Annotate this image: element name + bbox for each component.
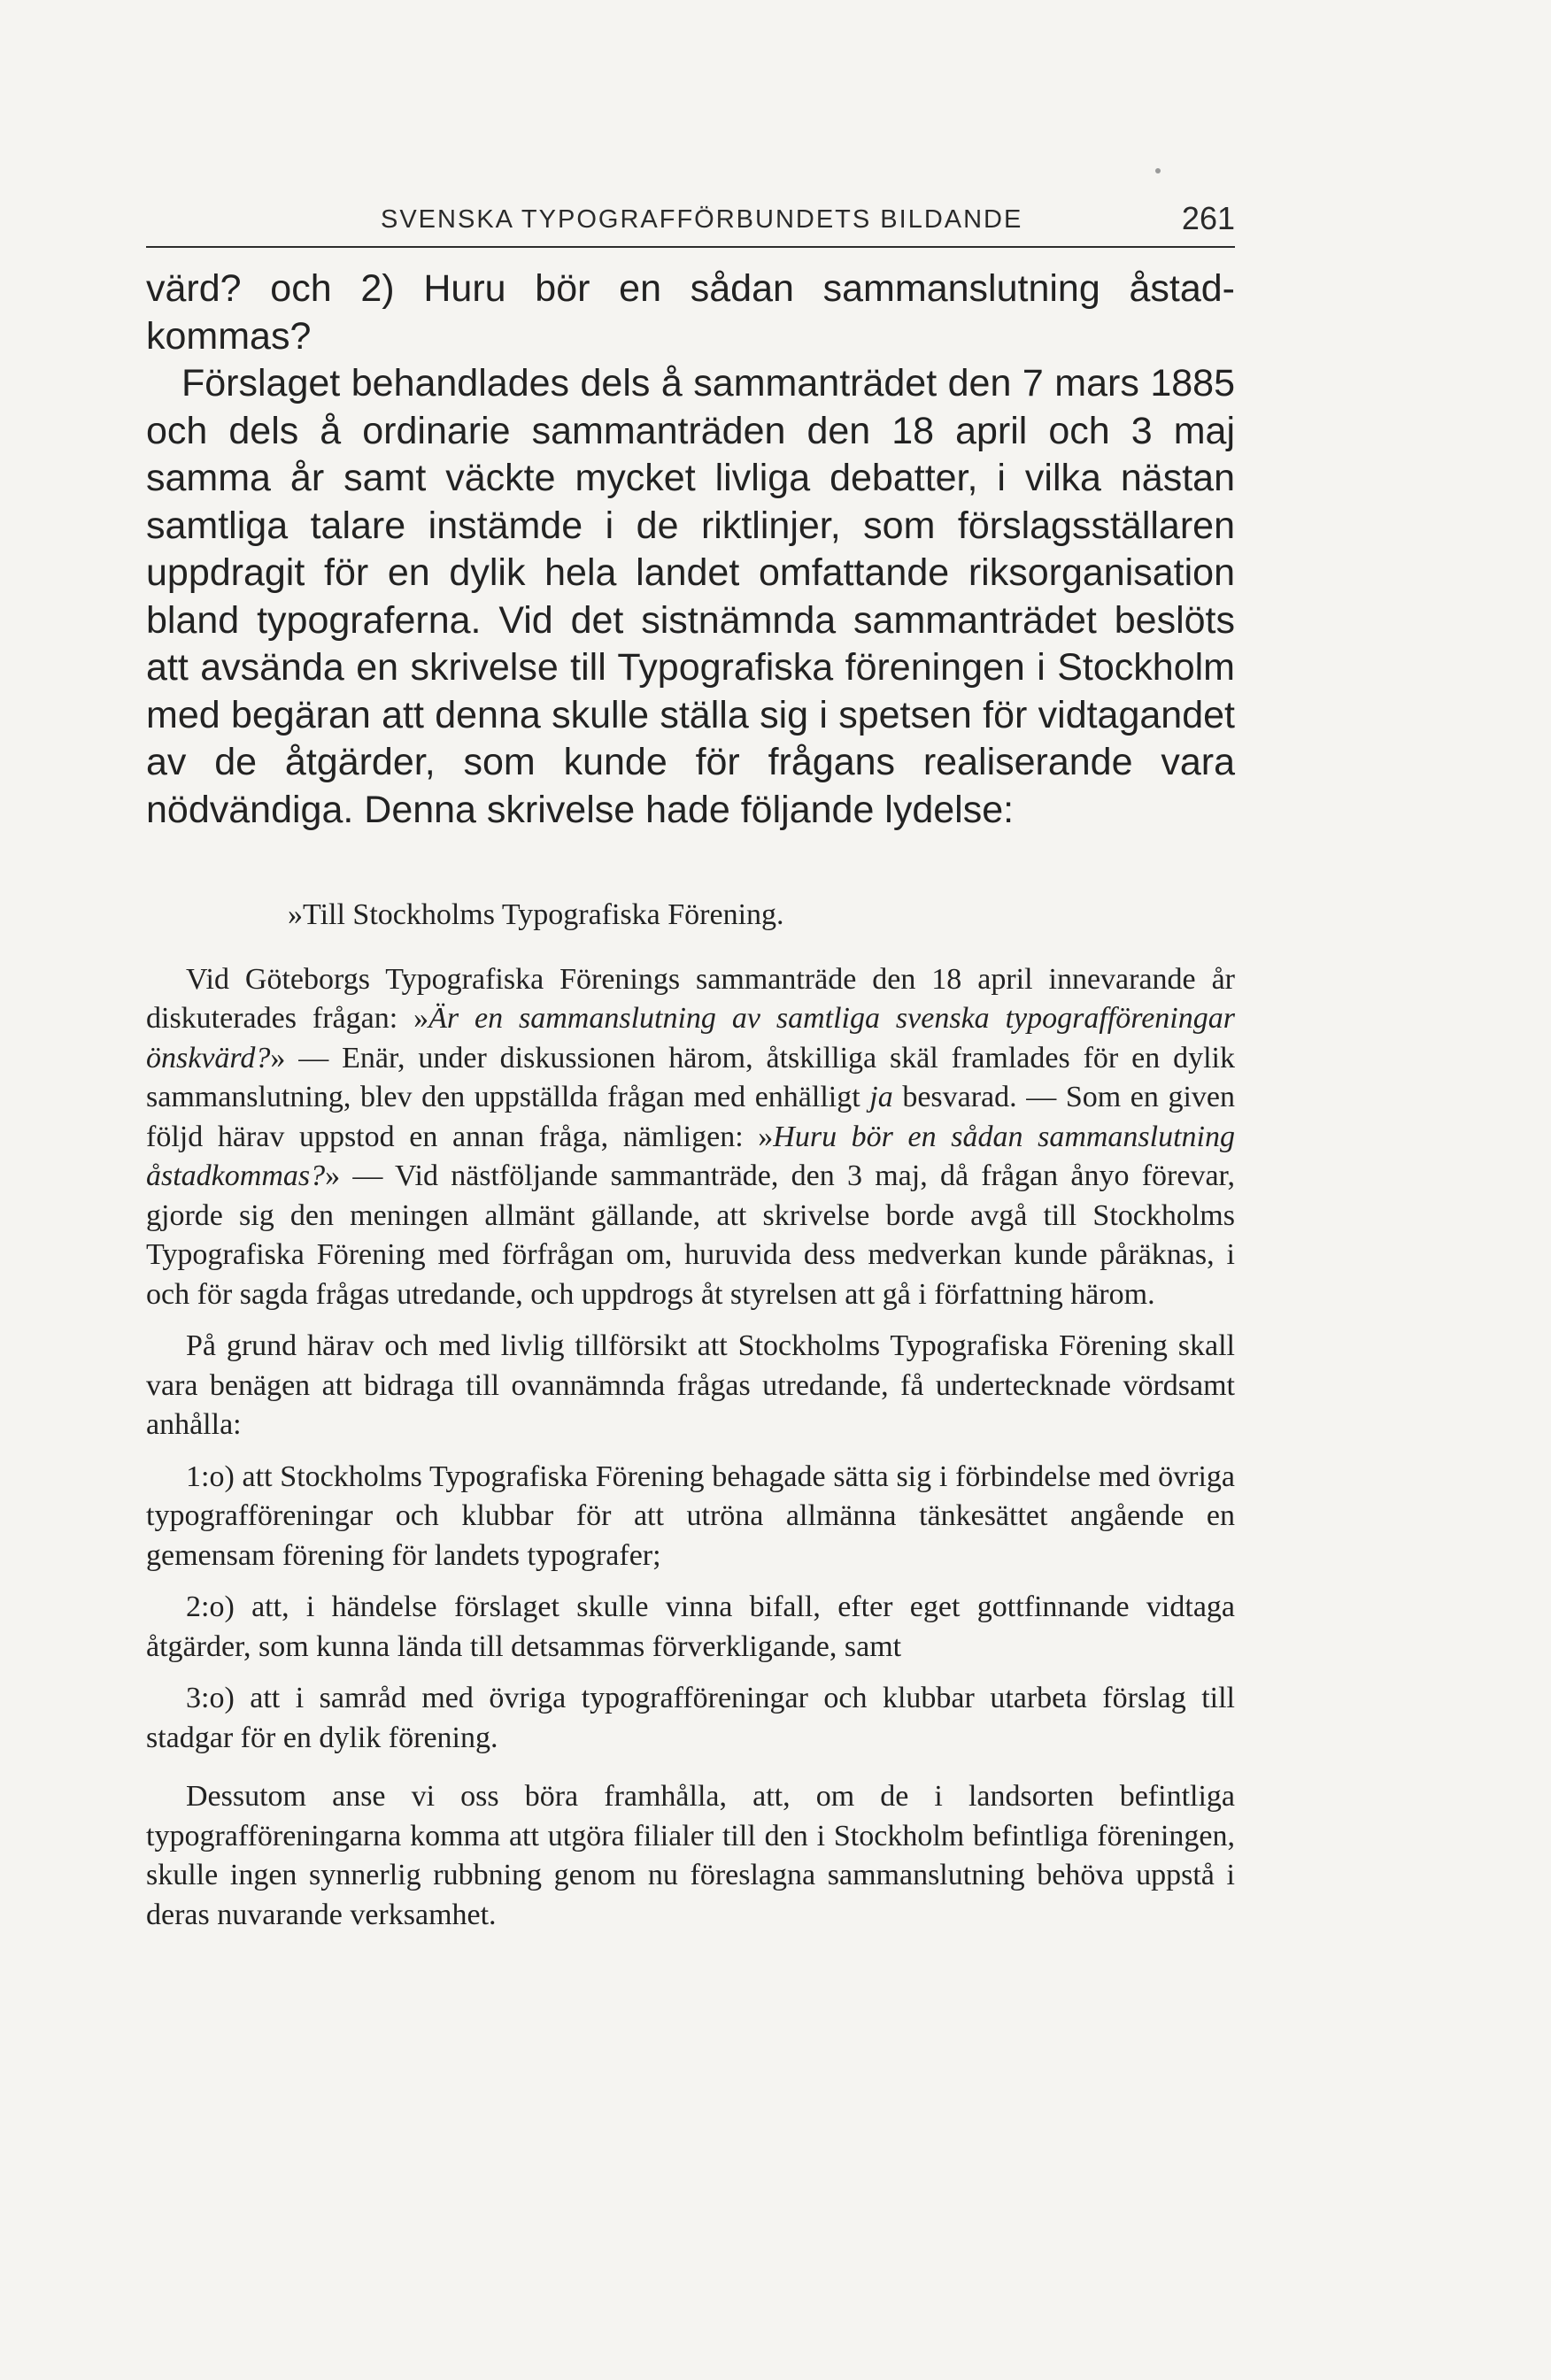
running-header [146,196,1235,248]
letter-paragraph-3: Dessutom anse vi oss böra framhålla, att, om de i landsorten befintliga typografföreningarna komma att utgöra filialer till den i Stockholm befintliga föreningen, skulle ingen synnerlig rubbning genom nu föreslagna sammanslutning behöva uppstå i deras nuvarande verksamhet. [146,1780,1235,1931]
letter-p1-part-c: besvarad. — Som en given följd härav uppstod en annan fråga, nämligen: » [146,1081,1236,1153]
letter-item-3: 3:o) att i samråd med övriga typografföreningar och klubbar utarbeta förslag till stadgar för en dylik förening. [146,1682,1235,1754]
letter-question-2: Huru bör en sådan sammanslutning åstadkommas? [146,1120,1235,1192]
page-number: 261 [1181,200,1235,236]
quoted-letter [146,896,1235,1935]
letter-p1-part-b: » — Enär, under diskussionen härom, åtskilliga skäl framlades för en dylik sammanslutning, blev den uppställda frågan med enhälligt [146,1041,1235,1113]
letter-paragraph-2: På grund härav och med livlig tillförsikt att Stockholms Typografiska Förening skall vara benägen att bidraga till ovannämnda frågas utredande, få undertecknade vördsamt anhålla: [146,1329,1235,1441]
running-head-title: SVENSKA TYPOGRAFFÖRBUNDETS BILDANDE [381,205,1023,234]
letter-paragraph-1 [146,960,1235,1315]
body-paragraph-1: värd? och 2) Huru bör en sådan sammanslutning åstadkommas? [146,267,1235,358]
letter-item-1: 1:o) att Stockholms Typografiska Förening behagade sätta sig i förbindelse med övriga typografföreningar och klubbar för att utröna allmänna tänkesättet angående en gemensam förening för landets typografer; [146,1460,1235,1572]
main-text [146,266,1235,834]
body-paragraph-2: Förslaget behandlades dels å sammanträdet den 7 mars 1885 och dels å ordinarie sammanträden den 18 april och 3 maj samma år samt väckte mycket livliga debatter, i vilka nästan samtliga talare instämde i de riktlinjer, som förslagsställaren uppdragit för en dylik hela landet omfattande riksorganisation bland typograferna. Vid det sistnämnda sammanträdet beslöts att avsända en skrivelse till Typografiska föreningen i Stockholm med begäran att denna skulle ställa sig i spetsen för vidtagandet av de åtgärder, som kunde för frågans realiserande vara nödvändiga. Denna skrivelse hade följande lydelse: [146,362,1235,831]
letter-salutation: »Till Stockholms Typografiska Förening. [288,898,784,931]
letter-ja: ja [869,1081,893,1113]
print-speck [1155,168,1161,173]
letter-question-1: Är en sammanslutning av samtliga svenska typografföreningar önskvärd? [146,1002,1235,1074]
letter-p1-part-a: Vid Göteborgs Typografiska Förenings sammanträde den 18 april innevarande år diskuterades frågan: » [146,962,1235,1035]
letter-item-2: 2:o) att, i händelse förslaget skulle vinna bifall, efter eget gottfinnande vidtaga åtgärder, som kunna lända till detsammas förverkligande, samt [146,1591,1235,1663]
letter-p1-part-d: » — Vid nästföljande sammanträde, den 3 maj, då frågan ånyo förevar, gjorde sig den meningen allmänt gällande, att skrivelse borde avgå till Stockholms Typografiska Förening med förfrågan om, huruvida dess medverkan kunde påräknas, i och för sagda frågas utredande, och uppdrogs åt styrelsen att gå i författning härom. [146,1159,1235,1311]
